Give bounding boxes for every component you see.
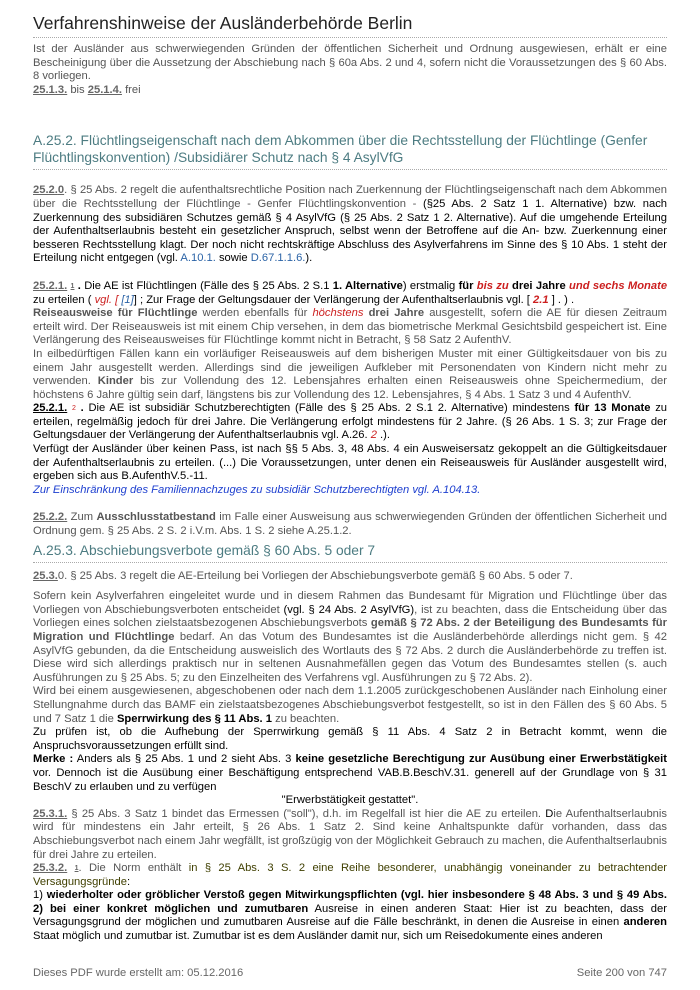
link-a-10-1[interactable]: A.10.1. [180,252,216,265]
paragraph-sperrwirkung: Wird bei einem ausgewiesenen, abgeschobenen oder nach dem 1.1.2005 zurückgeschobenen Ausländer nach Einholung einer Stellungnahme durch das BAMF ein zielstaatsbezogenes Abschiebungsverbot festgestellt, so ist in den Fällen des § 60 Abs. 5 und 7 Satz 1 die Sperrwirkung des § 11 Abs. 1 zu beachten. [33,685,667,725]
ref-25-3-1[interactable]: 25.3.1. [33,807,68,820]
paragraph-25-2-1-2: 25.2.1. 2 . Die AE ist subsidiär Schutzberechtigten (Fälle des § 25 Abs. 2 S.1 2. Alternative) mindestens für 13 Monate zu erteilen, regelmäßig jedoch für drei Jahre. Die Verlängerung erfolgt mindestens für 2 Jahre. (§ 26 Abs. 1 S. 3; zur Frage der Geltungsdauer der Verlängerung der Aufenthaltserlaubnis vgl. A.26. 2 .). [33,402,668,442]
paragraph-aufhebung-sperrwirkung: Zu prüfen ist, ob die Aufhebung der Sperrwirkung gemäß § 11 Abs. 4 Satz 2 in Betracht kommt, wenn die Anspruchsvoraussetzungen erfüllt sind. [33,726,667,752]
paragraph-reiseausweis-kinder: In eilbedürftigen Fällen kann ein vorläufiger Reiseausweis auf dem bisherigen Muster mit einer Gültigkeitsdauer von bis zu einem Jahr ausgestellt werden. Allerdings sind die jeweiligen Aufkleber mit Personendaten von Kindern nicht mehr zu verwenden. Kinder bis zur Vollendung des 12. Lebensjahres erhalten einen Reiseausweis ohne Speichermedium, der höchstens 6 Jahre gültig sein darf, längstens bis zur Vollendung des 12. Lebensjahres, § 4 Abs. 1 Satz 3 und 4 AufenthV. [33,347,667,401]
paragraph-25-2-2: 25.2.2. Zum Ausschlusstatbestand im Falle einer Ausweisung aus schwerwiegenden Gründen der öffentlichen Sicherheit und Ordnung gem. § 25 Abs. 2 S. 2 i.V.m. Abs. 1 S. 2 siehe A.25.1.2. [33,511,667,538]
ref-25-2[interactable]: 25.2. [33,184,58,197]
section-divider [33,562,667,563]
paragraph-25-3-0: 25.3.0. § 25 Abs. 3 regelt die AE-Erteilung bei Vorliegen der Abschiebungsverbote gemäß § 60 Abs. 5 oder 7. [33,569,573,582]
paragraph-25-2-0: 25.2.0. § 25 Abs. 2 regelt die aufenthaltsrechtliche Position nach Zuerkennung der Flüchtlingseigenschaft nach dem Abkommen über die Rechtsstellung der Flüchtlinge - Genfer Flüchtlingskonvention - (§25 Abs. 2 Satz 1 1. Alternative) bzw. nach Zuerkennung des subsidiären Schutzes gemäß § 4 AsylVfG (§ 25 Abs. 2 Satz 1 2. Alternative). Auf die umgehende Erteilung der Aufenthaltserlaubnis besteht ein gesetzlicher Anspruch, selbst wenn der Betroffene auf die An- bzw. Zuerkennung einer besseren Rechtsstellung klagt. Der noch nicht rechtskräftige Abschluss des Asylverfahrens im Sinne des § 10 Abs. 1 steht der Erteilung nicht entgegen (vgl. A.10.1. sowie D.67.1.1.6.). [33,184,668,265]
section-heading-a-25-3: A.25.3. Abschiebungsverbote gemäß § 60 Abs. 5 oder 7 [33,542,376,558]
footnote-1-link[interactable]: [1] [121,293,134,306]
section-divider [33,169,667,170]
paragraph-25-3-2-1: 25.3.2. 1. Die Norm enthält in § 25 Abs. 3 S. 2 eine Reihe besonderer, unabhängig voneinander zu betrachtender Versagungsgründe: [33,862,668,888]
paragraph-versagungsgrund-1: 1) wiederholter oder gröblicher Verstoß gegen Mitwirkungspflichten (vgl. hier insbesondere § 48 Abs. 3 und § 49 Abs. 2) bei einer konkret möglichen und zumutbaren Ausreise in einen anderen Staat: Hier ist zu beachten, dass der Versagungsgrund der möglichen und zumutbaren Ausreise auf die Fälle beschränkt, in denen die Ausreise in einen anderen Staat möglich und zumutbar ist. Zumutbar ist es dem Ausländer damit nur, sich um Reisedokumente eines anderen [33,889,667,943]
ref-25-1-3[interactable]: 25.1.3. [33,83,68,96]
link-familiennachzug-a-104-13[interactable]: Zur Einschränkung des Familiennachzuges zu subsidiär Schutzberechtigten vgl. A.104.13. [33,483,481,496]
document-body [33,42,667,944]
paragraph-25-2-1-1: 25.2.1. 1 . Die AE ist Flüchtlingen (Fälle des § 25 Abs. 2 S.1 1. Alternative) erstmalig für bis zu drei Jahre und sechs Monate zu erteilen ( vgl. [ [1]] ; Zur Frage der Geltungsdauer der Verlängerung der Aufenthaltserlaubnis vgl. [ 2.1 ] . ) . Reiseausweise für Flüchtlinge werden ebenfalls für höchstens drei Jahre ausgestellt, sofern die AE für diesen Zeitraum erteilt wird. Der Reiseausweis ist mit einem Chip versehen, in dem das biometrische Merkmal Gesichtsbild gespeichert ist. Eine Verlängerung des Reiseausweises für Flüchtlinge kommt nicht in Betracht, § 58 Satz 2 AufenthV. [33,279,668,347]
ref-25-3[interactable]: 25.3. [33,569,58,582]
ref-25-2-1-2[interactable]: 25.2.1. [33,402,68,415]
paragraph-ausweisersatz: Verfügt der Ausländer über keinen Pass, ist nach §§ 5 Abs. 3, 48 Abs. 4 ein Ausweisersatz gekoppelt an die Gültigkeitsdauer der Aufenthaltserlaubnis zu erteilen. (...) Die Voraussetzungen, unter denen ein Reiseausweis für Ausländer ausgestellt wird, ergeben sich aus B.AufenthV.5.-11. [33,443,667,483]
ref-25-2-2[interactable]: 25.2.2. [33,511,68,524]
ref-25-3-2[interactable]: 25.3.2. [33,862,68,875]
page-header-title: Verfahrenshinweise der Ausländerbehörde Berlin [33,13,413,33]
paragraph-asylverfahren: Sofern kein Asylverfahren eingeleitet wurde und in diesem Rahmen das Bundesamt für Migration und Flüchtlinge über das Vorliegen von Abschiebungsverboten entscheidet (vgl. § 24 Abs. 2 AsylVfG), ist zu beachten, dass die Entscheidung über das Vorliegen eines solchen zielstaatsbezogenen Abschiebungsverbots gemäß § 72 Abs. 2 der Beteiligung des Bundesamts für Migration und Flüchtlinge bedarf. An das Votum des Bundesamtes ist die Ausländerbehörde allerdings nicht gem. § 42 AsylVfG gebunden, da die Entscheidung ausweislich des Wortlauts des § 72 Abs. 2 durch die Ausländerbehörde zu treffen ist. Diese wird sich allerdings praktisch nur in seltenen Ausnahmefällen gegen das Votum des Bundesamtes stellen (s. auch Ausführungen zu § 25 Abs. 5; zu den Einzelheiten des Verfahrens vgl. Ausführungen zu § 72 Abs. 2). [33,590,668,684]
section-heading-a-25-2: A.25.2. Flüchtlingseigenschaft nach dem Abkommen über die Rechtsstellung der Flüchtlinge (Genfer Flüchtlingskonvention) /Subsidiärer Schutz nach § 4 AsylVfG [33,133,648,166]
footer-created-date: Dieses PDF wurde erstellt am: 05.12.2016 [33,967,244,979]
header-divider [33,37,667,38]
footer-page-number: Seite 200 von 747 [576,967,667,979]
paragraph-25-3-1: 25.3.1. § 25 Abs. 3 Satz 1 bindet das Ermessen ("soll"), d.h. im Regelfall ist hier die AE zu erteilen. Die Aufenthaltserlaubnis wird für mindestens ein Jahr erteilt, § 26 Abs. 1 Satz 2. Sind keine Anhaltspunkte dafür vorhanden, dass das Abschiebungsverbot nach einem Jahr wegfällt, ist großzügig von der Möglichkeit Gebrauch zu machen, die Aufenthaltserlaubnis für drei Jahre zu erteilen. [33,807,667,861]
page-footer [33,967,667,981]
intro-paragraph: Ist der Ausländer aus schwerwiegenden Gründen der öffentlichen Sicherheit und Ordnung ausgewiesen, erhält er eine Bescheinigung über die Aussetzung der Abschiebung nach § 60a Abs. 2 und 4, sofern nicht die Voraussetzungen des § 60 Abs. 8 vorliegen. 25.1.3. bis 25.1.4. frei [33,43,667,96]
ref-25-1-4[interactable]: 25.1.4. [87,83,122,96]
paragraph-merke: Merke : Anders als § 25 Abs. 1 und 2 sieht Abs. 3 keine gesetzliche Berechtigung zur Ausübung einer Erwerbstätigkeit vor. Dennoch ist die Ausübung einer Beschäftigung entsprechend VAB.B.BeschV.31. generell auf der Grundlage von § 31 BeschV zu erlauben und zu verfügen [33,753,667,793]
quote-erwerbstaetigkeit: "Erwerbstätigkeit gestattet". [281,794,419,807]
ref-25-2-1[interactable]: 25.2.1. [33,279,68,292]
link-d-67-1-1-6[interactable]: D.67.1.1.6. [250,252,306,265]
